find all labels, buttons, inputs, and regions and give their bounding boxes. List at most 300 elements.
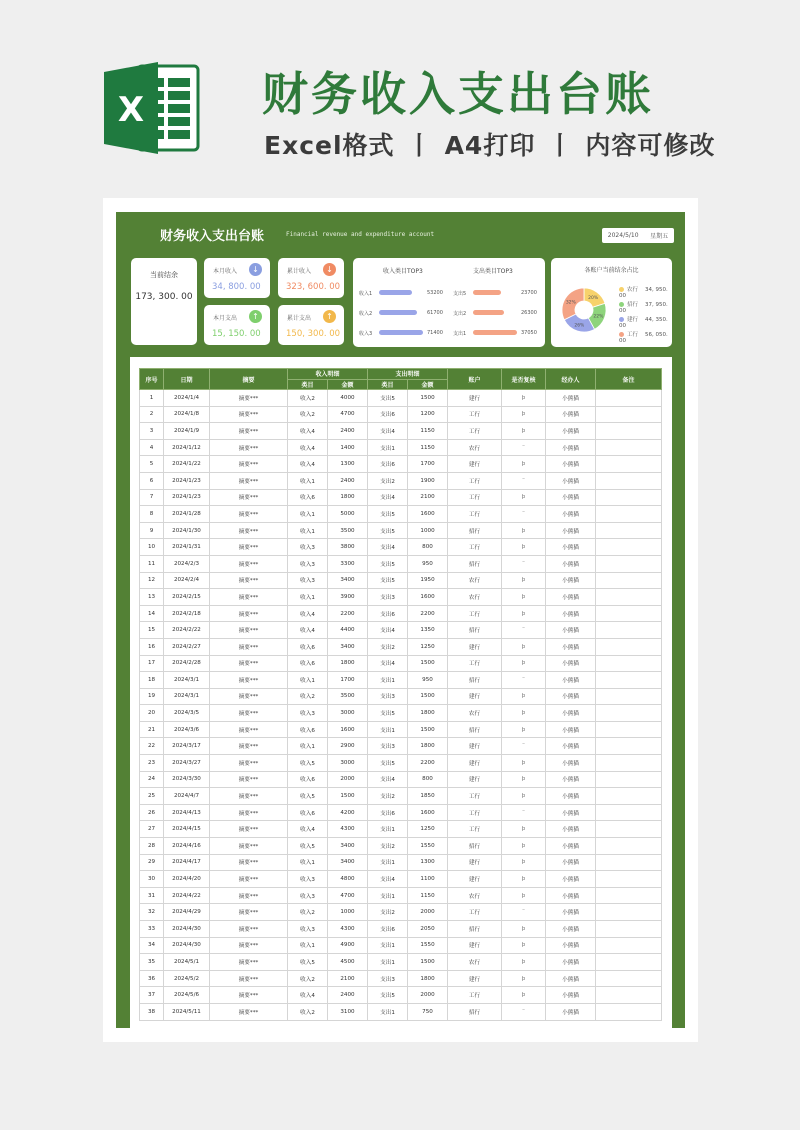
cell-summary[interactable]: 摘要*** xyxy=(210,937,288,954)
cell-income-category[interactable]: 收入4 xyxy=(288,439,328,456)
cell-expense-amount[interactable]: 1250 xyxy=(408,638,448,655)
cell-income-amount[interactable]: 3500 xyxy=(328,522,368,539)
cell-income-amount[interactable]: 2100 xyxy=(328,970,368,987)
cell-checked[interactable]: þ xyxy=(502,605,546,622)
cell-income-amount[interactable]: 1700 xyxy=(328,672,368,689)
cell-income-amount[interactable]: 1800 xyxy=(328,489,368,506)
cell-expense-amount[interactable]: 1500 xyxy=(408,721,448,738)
cell-handler[interactable]: 小熊猫 xyxy=(546,472,596,489)
cell-income-category[interactable]: 收入4 xyxy=(288,423,328,440)
cell-account[interactable]: 农行 xyxy=(448,887,502,904)
cell-handler[interactable]: 小熊猫 xyxy=(546,755,596,772)
cell-expense-amount[interactable]: 1500 xyxy=(408,688,448,705)
cell-seq[interactable]: 32 xyxy=(140,904,164,921)
cell-note[interactable] xyxy=(596,572,662,589)
cell-seq[interactable]: 7 xyxy=(140,489,164,506)
cell-date[interactable]: 2024/4/7 xyxy=(164,788,210,805)
cell-account[interactable]: 工行 xyxy=(448,821,502,838)
cell-seq[interactable]: 13 xyxy=(140,589,164,606)
cell-expense-category[interactable]: 支出3 xyxy=(368,589,408,606)
cell-expense-category[interactable]: 支出5 xyxy=(368,506,408,523)
cell-income-amount[interactable]: 2200 xyxy=(328,605,368,622)
cell-income-category[interactable]: 收入1 xyxy=(288,738,328,755)
cell-handler[interactable]: 小熊猫 xyxy=(546,688,596,705)
cell-income-category[interactable]: 收入1 xyxy=(288,472,328,489)
cell-expense-category[interactable]: 支出4 xyxy=(368,539,408,556)
cell-handler[interactable]: 小熊猫 xyxy=(546,771,596,788)
cell-date[interactable]: 2024/3/5 xyxy=(164,705,210,722)
cell-note[interactable] xyxy=(596,655,662,672)
cell-income-category[interactable]: 收入2 xyxy=(288,688,328,705)
cell-checked[interactable]: þ xyxy=(502,456,546,473)
cell-seq[interactable]: 4 xyxy=(140,439,164,456)
cell-note[interactable] xyxy=(596,688,662,705)
cell-account[interactable]: 工行 xyxy=(448,539,502,556)
cell-seq[interactable]: 11 xyxy=(140,555,164,572)
cell-expense-amount[interactable]: 1150 xyxy=(408,887,448,904)
cell-account[interactable]: 招行 xyxy=(448,555,502,572)
cell-seq[interactable]: 29 xyxy=(140,854,164,871)
cell-expense-amount[interactable]: 1700 xyxy=(408,456,448,473)
cell-summary[interactable]: 摘要*** xyxy=(210,721,288,738)
cell-handler[interactable]: 小熊猫 xyxy=(546,937,596,954)
cell-checked[interactable]: þ xyxy=(502,406,546,423)
cell-account[interactable]: 农行 xyxy=(448,589,502,606)
cell-date[interactable]: 2024/4/20 xyxy=(164,871,210,888)
cell-account[interactable]: 工行 xyxy=(448,472,502,489)
cell-date[interactable]: 2024/3/1 xyxy=(164,688,210,705)
cell-account[interactable]: 建行 xyxy=(448,456,502,473)
cell-summary[interactable]: 摘要*** xyxy=(210,688,288,705)
cell-date[interactable]: 2024/4/30 xyxy=(164,937,210,954)
cell-expense-amount[interactable]: 1800 xyxy=(408,738,448,755)
cell-date[interactable]: 2024/4/22 xyxy=(164,887,210,904)
cell-checked[interactable]: þ xyxy=(502,755,546,772)
cell-account[interactable]: 招行 xyxy=(448,1003,502,1020)
cell-income-amount[interactable]: 4700 xyxy=(328,406,368,423)
cell-expense-amount[interactable]: 800 xyxy=(408,771,448,788)
cell-seq[interactable]: 30 xyxy=(140,871,164,888)
cell-handler[interactable]: 小熊猫 xyxy=(546,721,596,738)
cell-checked[interactable]: þ xyxy=(502,821,546,838)
cell-expense-amount[interactable]: 2050 xyxy=(408,921,448,938)
cell-income-category[interactable]: 收入3 xyxy=(288,555,328,572)
cell-account[interactable]: 招行 xyxy=(448,921,502,938)
cell-handler[interactable]: 小熊猫 xyxy=(546,655,596,672)
cell-expense-category[interactable]: 支出5 xyxy=(368,555,408,572)
cell-seq[interactable]: 34 xyxy=(140,937,164,954)
cell-account[interactable]: 招行 xyxy=(448,622,502,639)
cell-account[interactable]: 建行 xyxy=(448,871,502,888)
cell-note[interactable] xyxy=(596,904,662,921)
cell-income-category[interactable]: 收入3 xyxy=(288,887,328,904)
cell-expense-amount[interactable]: 1550 xyxy=(408,838,448,855)
cell-seq[interactable]: 1 xyxy=(140,390,164,407)
cell-handler[interactable]: 小熊猫 xyxy=(546,871,596,888)
cell-note[interactable] xyxy=(596,871,662,888)
cell-handler[interactable]: 小熊猫 xyxy=(546,555,596,572)
cell-handler[interactable]: 小熊猫 xyxy=(546,456,596,473)
cell-expense-amount[interactable]: 1300 xyxy=(408,854,448,871)
cell-checked[interactable]: þ xyxy=(502,390,546,407)
cell-income-category[interactable]: 收入1 xyxy=(288,854,328,871)
cell-expense-amount[interactable]: 1950 xyxy=(408,572,448,589)
cell-note[interactable] xyxy=(596,506,662,523)
cell-income-amount[interactable]: 4300 xyxy=(328,921,368,938)
cell-summary[interactable]: 摘要*** xyxy=(210,854,288,871)
cell-expense-category[interactable]: 支出1 xyxy=(368,721,408,738)
cell-expense-amount[interactable]: 1150 xyxy=(408,423,448,440)
cell-summary[interactable]: 摘要*** xyxy=(210,672,288,689)
cell-seq[interactable]: 14 xyxy=(140,605,164,622)
cell-expense-category[interactable]: 支出6 xyxy=(368,456,408,473)
cell-expense-amount[interactable]: 1800 xyxy=(408,705,448,722)
cell-expense-category[interactable]: 支出4 xyxy=(368,423,408,440)
cell-income-category[interactable]: 收入6 xyxy=(288,721,328,738)
cell-seq[interactable]: 27 xyxy=(140,821,164,838)
cell-income-amount[interactable]: 3400 xyxy=(328,638,368,655)
cell-income-amount[interactable]: 4400 xyxy=(328,622,368,639)
cell-expense-category[interactable]: 支出4 xyxy=(368,771,408,788)
cell-summary[interactable]: 摘要*** xyxy=(210,1003,288,1020)
cell-note[interactable] xyxy=(596,472,662,489)
cell-expense-category[interactable]: 支出5 xyxy=(368,755,408,772)
cell-account[interactable]: 建行 xyxy=(448,771,502,788)
cell-seq[interactable]: 10 xyxy=(140,539,164,556)
cell-expense-category[interactable]: 支出4 xyxy=(368,622,408,639)
cell-seq[interactable]: 24 xyxy=(140,771,164,788)
cell-income-category[interactable]: 收入4 xyxy=(288,456,328,473)
cell-expense-amount[interactable]: 2000 xyxy=(408,904,448,921)
cell-summary[interactable]: 摘要*** xyxy=(210,887,288,904)
cell-income-amount[interactable]: 1400 xyxy=(328,439,368,456)
cell-handler[interactable]: 小熊猫 xyxy=(546,821,596,838)
cell-income-category[interactable]: 收入5 xyxy=(288,838,328,855)
cell-income-amount[interactable]: 4200 xyxy=(328,804,368,821)
cell-note[interactable] xyxy=(596,406,662,423)
cell-income-amount[interactable]: 4500 xyxy=(328,954,368,971)
cell-seq[interactable]: 18 xyxy=(140,672,164,689)
cell-expense-category[interactable]: 支出6 xyxy=(368,406,408,423)
cell-summary[interactable]: 摘要*** xyxy=(210,655,288,672)
cell-date[interactable]: 2024/3/30 xyxy=(164,771,210,788)
cell-income-category[interactable]: 收入3 xyxy=(288,871,328,888)
cell-handler[interactable]: 小熊猫 xyxy=(546,738,596,755)
cell-note[interactable] xyxy=(596,489,662,506)
cell-income-amount[interactable]: 1800 xyxy=(328,655,368,672)
cell-expense-amount[interactable]: 1250 xyxy=(408,821,448,838)
cell-income-category[interactable]: 收入5 xyxy=(288,954,328,971)
cell-income-category[interactable]: 收入3 xyxy=(288,705,328,722)
cell-income-category[interactable]: 收入2 xyxy=(288,406,328,423)
cell-expense-amount[interactable]: 1000 xyxy=(408,522,448,539)
cell-note[interactable] xyxy=(596,705,662,722)
cell-expense-category[interactable]: 支出6 xyxy=(368,804,408,821)
cell-seq[interactable]: 36 xyxy=(140,970,164,987)
cell-account[interactable]: 工行 xyxy=(448,406,502,423)
cell-income-category[interactable]: 收入1 xyxy=(288,937,328,954)
cell-summary[interactable]: 摘要*** xyxy=(210,771,288,788)
cell-date[interactable]: 2024/3/6 xyxy=(164,721,210,738)
cell-note[interactable] xyxy=(596,605,662,622)
cell-income-category[interactable]: 收入1 xyxy=(288,506,328,523)
cell-summary[interactable]: 摘要*** xyxy=(210,589,288,606)
cell-expense-category[interactable]: 支出2 xyxy=(368,472,408,489)
cell-income-amount[interactable]: 3900 xyxy=(328,589,368,606)
cell-summary[interactable]: 摘要*** xyxy=(210,572,288,589)
cell-income-amount[interactable]: 4900 xyxy=(328,937,368,954)
cell-expense-category[interactable]: 支出1 xyxy=(368,439,408,456)
cell-expense-category[interactable]: 支出1 xyxy=(368,854,408,871)
cell-handler[interactable]: 小熊猫 xyxy=(546,522,596,539)
cell-income-amount[interactable]: 4700 xyxy=(328,887,368,904)
cell-summary[interactable]: 摘要*** xyxy=(210,622,288,639)
cell-note[interactable] xyxy=(596,987,662,1004)
cell-checked[interactable]: þ xyxy=(502,705,546,722)
cell-expense-category[interactable]: 支出1 xyxy=(368,1003,408,1020)
cell-seq[interactable]: 25 xyxy=(140,788,164,805)
cell-income-category[interactable]: 收入4 xyxy=(288,821,328,838)
cell-expense-category[interactable]: 支出5 xyxy=(368,705,408,722)
cell-date[interactable]: 2024/1/31 xyxy=(164,539,210,556)
cell-expense-amount[interactable]: 2200 xyxy=(408,755,448,772)
cell-expense-amount[interactable]: 2100 xyxy=(408,489,448,506)
cell-date[interactable]: 2024/2/18 xyxy=(164,605,210,622)
cell-checked[interactable]: þ xyxy=(502,937,546,954)
cell-expense-category[interactable]: 支出2 xyxy=(368,904,408,921)
cell-checked[interactable]: þ xyxy=(502,838,546,855)
cell-note[interactable] xyxy=(596,721,662,738)
cell-expense-category[interactable]: 支出4 xyxy=(368,489,408,506)
cell-date[interactable]: 2024/4/17 xyxy=(164,854,210,871)
cell-expense-amount[interactable]: 1150 xyxy=(408,439,448,456)
cell-date[interactable]: 2024/5/11 xyxy=(164,1003,210,1020)
cell-expense-amount[interactable]: 1800 xyxy=(408,970,448,987)
cell-summary[interactable]: 摘要*** xyxy=(210,506,288,523)
cell-note[interactable] xyxy=(596,755,662,772)
cell-account[interactable]: 建行 xyxy=(448,638,502,655)
cell-income-category[interactable]: 收入2 xyxy=(288,390,328,407)
cell-income-category[interactable]: 收入3 xyxy=(288,572,328,589)
cell-seq[interactable]: 3 xyxy=(140,423,164,440)
cell-handler[interactable]: 小熊猫 xyxy=(546,622,596,639)
cell-handler[interactable]: 小熊猫 xyxy=(546,406,596,423)
cell-expense-amount[interactable]: 2000 xyxy=(408,987,448,1004)
cell-income-category[interactable]: 收入4 xyxy=(288,987,328,1004)
cell-income-category[interactable]: 收入6 xyxy=(288,489,328,506)
cell-seq[interactable]: 8 xyxy=(140,506,164,523)
cell-summary[interactable]: 摘要*** xyxy=(210,472,288,489)
cell-income-amount[interactable]: 5000 xyxy=(328,506,368,523)
cell-expense-category[interactable]: 支出1 xyxy=(368,954,408,971)
cell-note[interactable] xyxy=(596,522,662,539)
cell-income-amount[interactable]: 2400 xyxy=(328,987,368,1004)
cell-date[interactable]: 2024/5/6 xyxy=(164,987,210,1004)
cell-expense-category[interactable]: 支出3 xyxy=(368,970,408,987)
cell-summary[interactable]: 摘要*** xyxy=(210,489,288,506)
cell-seq[interactable]: 33 xyxy=(140,921,164,938)
cell-income-category[interactable]: 收入3 xyxy=(288,921,328,938)
cell-expense-amount[interactable]: 1500 xyxy=(408,390,448,407)
cell-date[interactable]: 2024/1/28 xyxy=(164,506,210,523)
cell-handler[interactable]: 小熊猫 xyxy=(546,506,596,523)
cell-expense-category[interactable]: 支出6 xyxy=(368,605,408,622)
cell-summary[interactable]: 摘要*** xyxy=(210,423,288,440)
cell-note[interactable] xyxy=(596,539,662,556)
cell-expense-category[interactable]: 支出1 xyxy=(368,821,408,838)
cell-handler[interactable]: 小熊猫 xyxy=(546,887,596,904)
cell-note[interactable] xyxy=(596,804,662,821)
cell-income-amount[interactable]: 2000 xyxy=(328,771,368,788)
cell-handler[interactable]: 小熊猫 xyxy=(546,1003,596,1020)
cell-seq[interactable]: 38 xyxy=(140,1003,164,1020)
cell-checked[interactable]: ¨ xyxy=(502,472,546,489)
cell-date[interactable]: 2024/3/27 xyxy=(164,755,210,772)
cell-summary[interactable]: 摘要*** xyxy=(210,755,288,772)
cell-account[interactable]: 农行 xyxy=(448,705,502,722)
cell-handler[interactable]: 小熊猫 xyxy=(546,804,596,821)
cell-note[interactable] xyxy=(596,622,662,639)
cell-expense-amount[interactable]: 1350 xyxy=(408,622,448,639)
cell-date[interactable]: 2024/5/1 xyxy=(164,954,210,971)
cell-handler[interactable]: 小熊猫 xyxy=(546,854,596,871)
cell-summary[interactable]: 摘要*** xyxy=(210,987,288,1004)
cell-checked[interactable]: þ xyxy=(502,539,546,556)
cell-income-amount[interactable]: 3800 xyxy=(328,539,368,556)
cell-checked[interactable]: þ xyxy=(502,788,546,805)
cell-summary[interactable]: 摘要*** xyxy=(210,921,288,938)
cell-income-category[interactable]: 收入6 xyxy=(288,638,328,655)
cell-expense-amount[interactable]: 950 xyxy=(408,672,448,689)
cell-handler[interactable]: 小熊猫 xyxy=(546,970,596,987)
cell-checked[interactable]: þ xyxy=(502,638,546,655)
cell-note[interactable] xyxy=(596,555,662,572)
cell-summary[interactable]: 摘要*** xyxy=(210,605,288,622)
cell-seq[interactable]: 2 xyxy=(140,406,164,423)
cell-expense-category[interactable]: 支出4 xyxy=(368,655,408,672)
cell-expense-amount[interactable]: 950 xyxy=(408,555,448,572)
cell-note[interactable] xyxy=(596,771,662,788)
cell-summary[interactable]: 摘要*** xyxy=(210,705,288,722)
cell-income-category[interactable]: 收入1 xyxy=(288,589,328,606)
cell-summary[interactable]: 摘要*** xyxy=(210,406,288,423)
cell-checked[interactable]: þ xyxy=(502,589,546,606)
cell-income-category[interactable]: 收入5 xyxy=(288,788,328,805)
cell-expense-amount[interactable]: 1600 xyxy=(408,506,448,523)
cell-seq[interactable]: 22 xyxy=(140,738,164,755)
cell-summary[interactable]: 摘要*** xyxy=(210,788,288,805)
cell-account[interactable]: 工行 xyxy=(448,804,502,821)
cell-expense-category[interactable]: 支出1 xyxy=(368,887,408,904)
cell-checked[interactable]: þ xyxy=(502,987,546,1004)
cell-income-amount[interactable]: 4800 xyxy=(328,871,368,888)
cell-income-amount[interactable]: 2400 xyxy=(328,472,368,489)
cell-expense-amount[interactable]: 1600 xyxy=(408,589,448,606)
cell-seq[interactable]: 31 xyxy=(140,887,164,904)
cell-date[interactable]: 2024/3/17 xyxy=(164,738,210,755)
cell-handler[interactable]: 小熊猫 xyxy=(546,672,596,689)
cell-seq[interactable]: 21 xyxy=(140,721,164,738)
cell-note[interactable] xyxy=(596,672,662,689)
cell-checked[interactable]: ¨ xyxy=(502,672,546,689)
cell-account[interactable]: 招行 xyxy=(448,721,502,738)
cell-income-amount[interactable]: 3300 xyxy=(328,555,368,572)
cell-income-category[interactable]: 收入2 xyxy=(288,1003,328,1020)
cell-handler[interactable]: 小熊猫 xyxy=(546,638,596,655)
cell-date[interactable]: 2024/1/12 xyxy=(164,439,210,456)
cell-income-amount[interactable]: 3000 xyxy=(328,705,368,722)
cell-checked[interactable]: ¨ xyxy=(502,804,546,821)
cell-summary[interactable]: 摘要*** xyxy=(210,954,288,971)
cell-note[interactable] xyxy=(596,589,662,606)
cell-date[interactable]: 2024/1/22 xyxy=(164,456,210,473)
cell-note[interactable] xyxy=(596,638,662,655)
cell-handler[interactable]: 小熊猫 xyxy=(546,605,596,622)
cell-expense-amount[interactable]: 1500 xyxy=(408,954,448,971)
cell-checked[interactable]: þ xyxy=(502,854,546,871)
cell-account[interactable]: 工行 xyxy=(448,788,502,805)
cell-note[interactable] xyxy=(596,887,662,904)
cell-account[interactable]: 工行 xyxy=(448,489,502,506)
cell-summary[interactable]: 摘要*** xyxy=(210,821,288,838)
cell-checked[interactable]: þ xyxy=(502,688,546,705)
cell-account[interactable]: 建行 xyxy=(448,970,502,987)
cell-income-category[interactable]: 收入6 xyxy=(288,804,328,821)
cell-summary[interactable]: 摘要*** xyxy=(210,804,288,821)
cell-summary[interactable]: 摘要*** xyxy=(210,738,288,755)
cell-date[interactable]: 2024/4/29 xyxy=(164,904,210,921)
cell-date[interactable]: 2024/1/23 xyxy=(164,489,210,506)
cell-seq[interactable]: 19 xyxy=(140,688,164,705)
cell-income-category[interactable]: 收入1 xyxy=(288,522,328,539)
cell-date[interactable]: 2024/2/27 xyxy=(164,638,210,655)
cell-handler[interactable]: 小熊猫 xyxy=(546,987,596,1004)
cell-summary[interactable]: 摘要*** xyxy=(210,555,288,572)
cell-account[interactable]: 建行 xyxy=(448,755,502,772)
cell-expense-category[interactable]: 支出5 xyxy=(368,572,408,589)
cell-checked[interactable]: þ xyxy=(502,954,546,971)
cell-expense-category[interactable]: 支出4 xyxy=(368,871,408,888)
cell-summary[interactable]: 摘要*** xyxy=(210,522,288,539)
cell-handler[interactable]: 小熊猫 xyxy=(546,921,596,938)
cell-income-amount[interactable]: 3500 xyxy=(328,688,368,705)
cell-summary[interactable]: 摘要*** xyxy=(210,539,288,556)
cell-income-amount[interactable]: 1500 xyxy=(328,788,368,805)
cell-seq[interactable]: 26 xyxy=(140,804,164,821)
cell-expense-category[interactable]: 支出2 xyxy=(368,638,408,655)
cell-expense-amount[interactable]: 1900 xyxy=(408,472,448,489)
cell-expense-category[interactable]: 支出3 xyxy=(368,738,408,755)
cell-expense-category[interactable]: 支出5 xyxy=(368,987,408,1004)
cell-income-amount[interactable]: 1600 xyxy=(328,721,368,738)
cell-summary[interactable]: 摘要*** xyxy=(210,456,288,473)
cell-income-amount[interactable]: 1000 xyxy=(328,904,368,921)
cell-date[interactable]: 2024/4/16 xyxy=(164,838,210,855)
cell-income-amount[interactable]: 4300 xyxy=(328,821,368,838)
cell-checked[interactable]: ¨ xyxy=(502,622,546,639)
cell-date[interactable]: 2024/2/3 xyxy=(164,555,210,572)
cell-income-amount[interactable]: 3400 xyxy=(328,854,368,871)
cell-account[interactable]: 工行 xyxy=(448,655,502,672)
cell-expense-category[interactable]: 支出2 xyxy=(368,838,408,855)
cell-summary[interactable]: 摘要*** xyxy=(210,970,288,987)
cell-income-amount[interactable]: 3000 xyxy=(328,755,368,772)
cell-handler[interactable]: 小熊猫 xyxy=(546,954,596,971)
cell-handler[interactable]: 小熊猫 xyxy=(546,390,596,407)
cell-note[interactable] xyxy=(596,821,662,838)
cell-checked[interactable]: þ xyxy=(502,970,546,987)
cell-expense-category[interactable]: 支出2 xyxy=(368,788,408,805)
